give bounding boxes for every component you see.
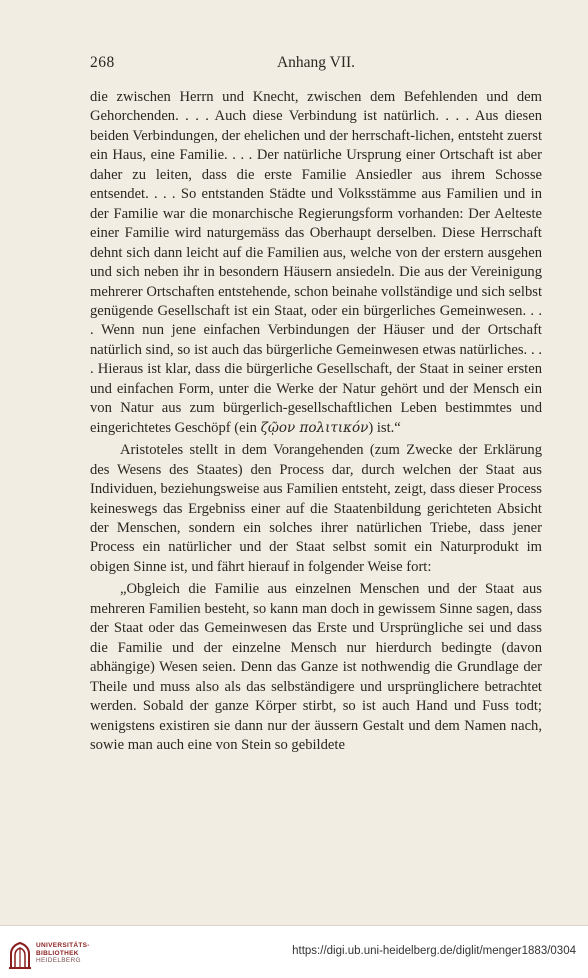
paragraph-quote: „Obgleich die Familie aus einzelnen Menschen und der Staat aus mehreren Familien besteht, so kann man doch in gewissem Sinne sagen, dass der Staat oder das Gemeinwesen das Erste und Ursprüngliche sei und dass die Familie und der einzelne Mensch nur hierdurch bedingte (davon abhängige) Wesen seien. Denn das Ganze ist nothwendig die Grundlage der Theile und muss also als das selbständigere und ursprünglichere betrachtet werden. Sobald der ganze Körper stirbt, so ist auch Hand und Fuss todt; wenigstens existiren sie dann nur der äussern Gestalt und dem Namen nach, sowie man auch eine von Stein so gebildete bbox=[90, 581, 542, 753]
page-number: 268 bbox=[90, 54, 115, 71]
library-line-3: HEIDELBERG bbox=[36, 957, 81, 964]
greek-phrase: ζῷον πολιτικόν bbox=[260, 419, 369, 436]
library-line-1: UNIVERSITÄTS- bbox=[36, 942, 90, 949]
library-line-2: BIBLIOTHEK bbox=[36, 949, 79, 957]
paragraph-text-end: ) ist.“ bbox=[368, 419, 401, 436]
paragraph-aristoteles: Aristoteles stellt in dem Vorangehenden (zum Zwecke der Erklärung des Wesens des Staates) den Process dar, durch welchen der Staat aus Individuen, beziehungsweise aus Familien entsteht, zeigt, dass dieser Process keineswegs das Ergebniss einer auf die Staatenbildung gerichteten Absicht der Menschen, sondern ein solches ihrer natürlichen Triebe, dass jener Process ein natürlicher und der Staat selbst somit ein Naturprodukt im obigen Sinne ist, und fährt hierauf in folgender Weise fort: bbox=[90, 442, 542, 575]
running-head: Anhang VII. bbox=[276, 54, 356, 71]
paragraph-quote-continuation bbox=[90, 88, 542, 438]
library-name bbox=[36, 942, 90, 965]
university-seal-icon bbox=[8, 940, 32, 970]
paragraph-text: die zwischen Herrn und Knecht, zwischen dem Befehlenden und dem Gehorchenden. . . . Auch diese Verbindung ist natürlich. . . . Aus diesen beiden Verbindungen, der ehelichen und der herrschaft-lichen, entsteht zuerst ein Haus, eine Familie. . . . Der natürliche Ursprung einer Ortschaft ist aber daher zu leiten, dass die erste Familie Ansiedler aus ihrem Schosse entsendet. . . . So entstanden Städte und Volksstämme aus Familien und in der Familie war die monarchische Regierungsform vorhanden: Der Aelteste einer Familie wird naturgemäss das Oberhaupt derselben. Diese Herrschaft dehnt sich dann leicht auf die Familien aus, welche von der erstern ausgehen und sich neben ihr in besondern Häusern ansiedeln. Die aus der Vereinigung mehrerer Ortschaften entstehende, schon beinahe vollständige und sich selbst genügende Gesellschaft ist ein Staat, oder ein bürgerliches Gemeinwesen. . . . Wenn nun jene einfachen Verbindungen der Häuser und der Ortschaft natürlich sind, so ist auch das bürgerliche Gemeinwesen etwas natürliches. . . . Hieraus ist klar, dass die bürgerliche Gesellschaft, der Staat in seiner ersten und einfachen Form, unter die Werke der Natur gehört und der Mensch ein von Natur aus zum bürgerlich-gesellschaftlichen Leben bestimmtes und eingerichtetes Geschöpf (ein bbox=[90, 89, 542, 436]
body-text bbox=[90, 88, 542, 755]
source-url[interactable]: https://digi.ub.uni-heidelberg.de/diglit/menger1883/0304 bbox=[292, 945, 576, 957]
page-header bbox=[90, 54, 542, 74]
digitization-footer bbox=[0, 925, 588, 978]
